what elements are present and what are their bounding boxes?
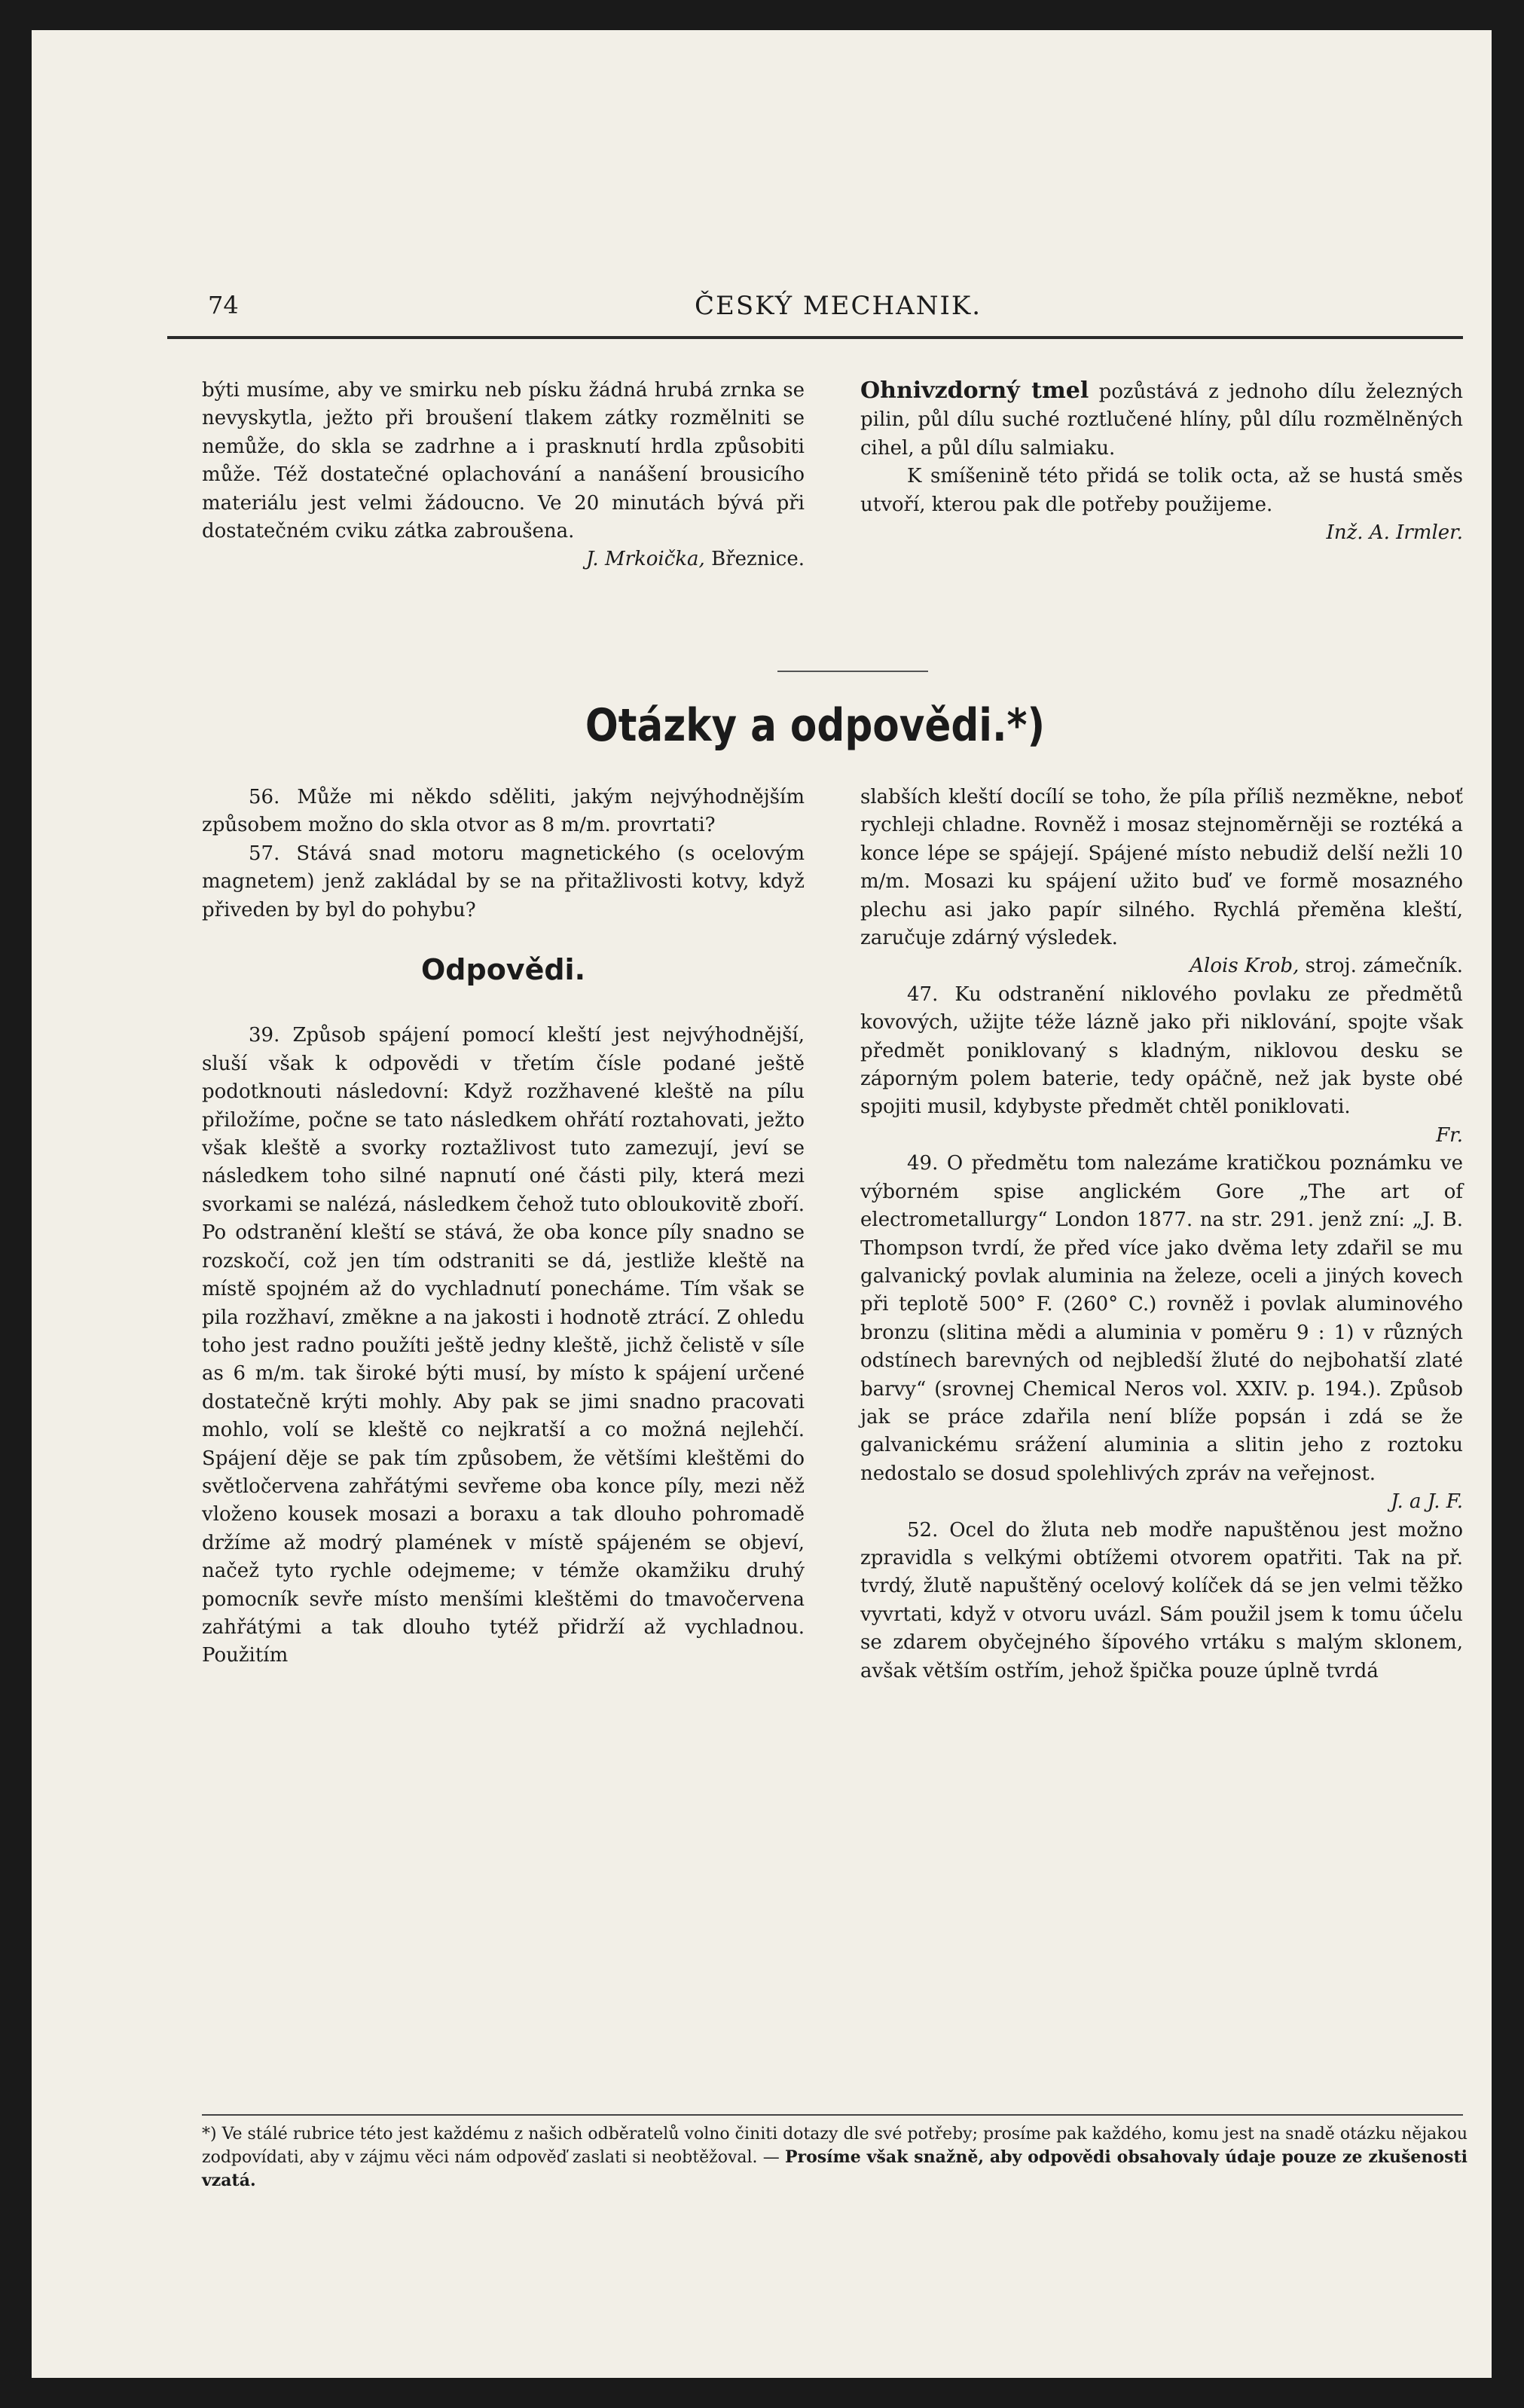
answer-39-role: stroj. zámečník. xyxy=(1305,955,1463,978)
question-56: 56. Může mi někdo sděliti, jakým nejvýhodnějším způsobem možno do skla otvor as 8 m/m. provrtati? xyxy=(202,786,805,837)
fireproof-cement-text-2: K smíšenině této přidá se tolik octa, až se hustá směs utvoří, kterou pak dle potřeby použijeme. xyxy=(860,465,1463,516)
footnote xyxy=(202,2123,1467,2193)
article-author: J. Mrkoička, xyxy=(586,548,705,571)
question-57: 57. Stává snad motoru magnetického (s ocelovým magnetem) jenž zakládal by se na přitažlivosti kotvy, když přiveden by byl do pohybu? xyxy=(202,842,805,921)
journal-title: ČESKÝ MECHANIK. xyxy=(695,291,982,321)
article-continuation xyxy=(202,377,805,574)
answer-39-signature xyxy=(860,952,1463,980)
answer-39-author: Alois Krob, xyxy=(1190,955,1300,978)
footnote-rule xyxy=(202,2114,1463,2116)
article-place: Březnice. xyxy=(711,548,805,571)
answer-52: 52. Ocel do žluta neb modře napuštěnou jest možno zpravidla s velkými obtížemi otvorem opatřiti. Tak na př. tvrdý, žlutě napuštěný ocelový kolíček dá se jen velmi těžko vyvrtati, když v otvoru uvázl. Sám použil jsem k tomu účelu se zdarem obyčejného šípového vrtáku s malým sklonem, avšak větším ostřím, jehož špička pouze úplně tvrdá xyxy=(860,1518,1463,1682)
page xyxy=(32,30,1492,2378)
article-text: býti musíme, aby ve smirku neb písku žádná hrubá zrnka se nevyskytla, ježto při broušení tlakem zátky rozmělniti se nemůže, do skla se zadrhne a i prasknutí hrdla způsobiti může. Též dostatečné oplachování a nanášení brousicího materiálu jest velmi žádoucno. Ve 20 minutách bývá při dostatečném cviku zátka zabroušena. xyxy=(202,379,805,543)
right-column xyxy=(860,784,1463,1685)
fireproof-cement-article xyxy=(860,377,1463,547)
answer-39: 39. Způsob spájení pomocí kleští jest nejvýhodnější, sluší však k odpovědi v třetím čísle podané ještě podotknouti následovní: Když rozžhavené kleště na pílu přiložíme, počne se tato následkem ohřátí roztahovati, ježto však kleště a svorky roztažlivost tuto zamezují, jeví se následkem toho silné napnutí oné části pily, která mezi svorkami se nalézá, následkem čehož tuto obloukovitě zboří. Po odstranění kleští se stává, že oba konce píly snadno se rozskočí, což jen tím odstraniti se dá, jestliže kleště na místě spojném až do vychladnutí ponecháme. Tím však se pila rozžhaví, změkne a na jakosti i hodnotě ztrácí. Z ohledu toho jest radno použíti ještě jedny kleště, jichž čelistě v síle as 6 m/m. tak široké býti musí, by místo k spájení určené dostatečně krýti mohly. Aby pak se jimi snadno pracovati mohlo, volí se kleště co nejkratší a co možná nejlehčí. Spájení děje se pak tím způsobem, že většími kleštěmi do světločervena zahřátými sevřeme oba konce píly, mezi něž vloženo kousek mosazi a boraxu a tak dlouho pohromadě držíme až modrý plamének v místě spájeném se objeví, načež tyto rychle odejmeme; v témže okamžiku druhý pomocník sevře místo menšími kleštěmi do tmavočervena zahřátými a tak dlouho tytéž přidrží až vychladnou. Použitím xyxy=(202,1024,805,1667)
fireproof-cement-title: Ohnivzdorný tmel xyxy=(860,377,1089,404)
page-number: 74 xyxy=(208,291,239,319)
footnote-text: *) Ve stálé rubrice této jest každému z našich odběratelů volno činiti dotazy dle své potřeby; prosíme pak každého, komu jest na snadě otázku nějakou zodpovídati, aby v zájmu věci nám odpověď zaslati si neobtěžoval. — xyxy=(202,2125,1467,2167)
running-header xyxy=(167,291,1463,339)
answer-49-signature: J. a J. F. xyxy=(1391,1490,1463,1514)
left-column xyxy=(202,784,805,1670)
fireproof-cement-author: Inž. A. Irmler. xyxy=(1326,521,1463,545)
answers-heading: Odpovědi. xyxy=(420,953,586,987)
article-signature xyxy=(202,545,805,573)
section-title: Otázky a odpovědi.*) xyxy=(585,699,1046,752)
answer-49: 49. O předmětu tom nalezáme kratičkou poznámku ve výborném spise anglickém Gore „The art of electrometallurgy“ London 1877. na str. 291. jenž zní: „J. B. Thompson tvrdí, že před více jako dvěma lety zdařil se mu galvanický povlak aluminia na železe, oceli a jiných kovech při teplotě 500° F. (260° C.) rovněž i povlak aluminového bronzu (slitina mědi a aluminia v poměru 9 : 1) v různých odstínech barevných od nejbledší žluté do nejbohatší zlaté barvy“ (srovnej Chemical Neros vol. XXIV. p. 194.). Způsob jak se práce zdařila není blíže popsán i zdá se že galvanickému srážení aluminia a slitin jeho z roztoku nedostalo se dosud spolehlivých zpráv na veřejnost. xyxy=(860,1152,1463,1485)
answer-47-signature: Fr. xyxy=(1436,1123,1463,1147)
footnote-bold-text: Prosíme však snažně, aby odpovědi obsahovaly údaje pouze ze zkušenosti vzatá. xyxy=(202,2147,1468,2190)
answer-39-continued: slabších kleští docílí se toho, že píla příliš nezměkne, neboť rychleji chladne. Rovněž i mosaz stejnoměrněji se roztéká a konce lépe se spájejí. Spájené místo nebudiž delší nežli 10 m/m. Mosazi ku spájení užito buď ve formě mosazného plechu asi jako papír silného. Rychlá přeměna kleští, zaručuje zdárný výsledek. xyxy=(860,786,1463,950)
answer-47: 47. Ku odstranění niklového povlaku ze předmětů kovových, užijte téže lázně jako při niklování, spojte však předmět poniklovaný s kladným, niklovou desku se záporným polem baterie, tedy opáčně, než jak byste obé spojiti musil, kdybyste předmět chtěl poniklovati. xyxy=(860,982,1463,1119)
separator-rule xyxy=(777,671,928,672)
fireproof-cement-text: pozůstává z jednoho dílu železných pilin, půl dílu suché roztlučené hlíny, půl dílu rozmělněných cihel, a půl dílu salmiaku. xyxy=(860,380,1464,460)
